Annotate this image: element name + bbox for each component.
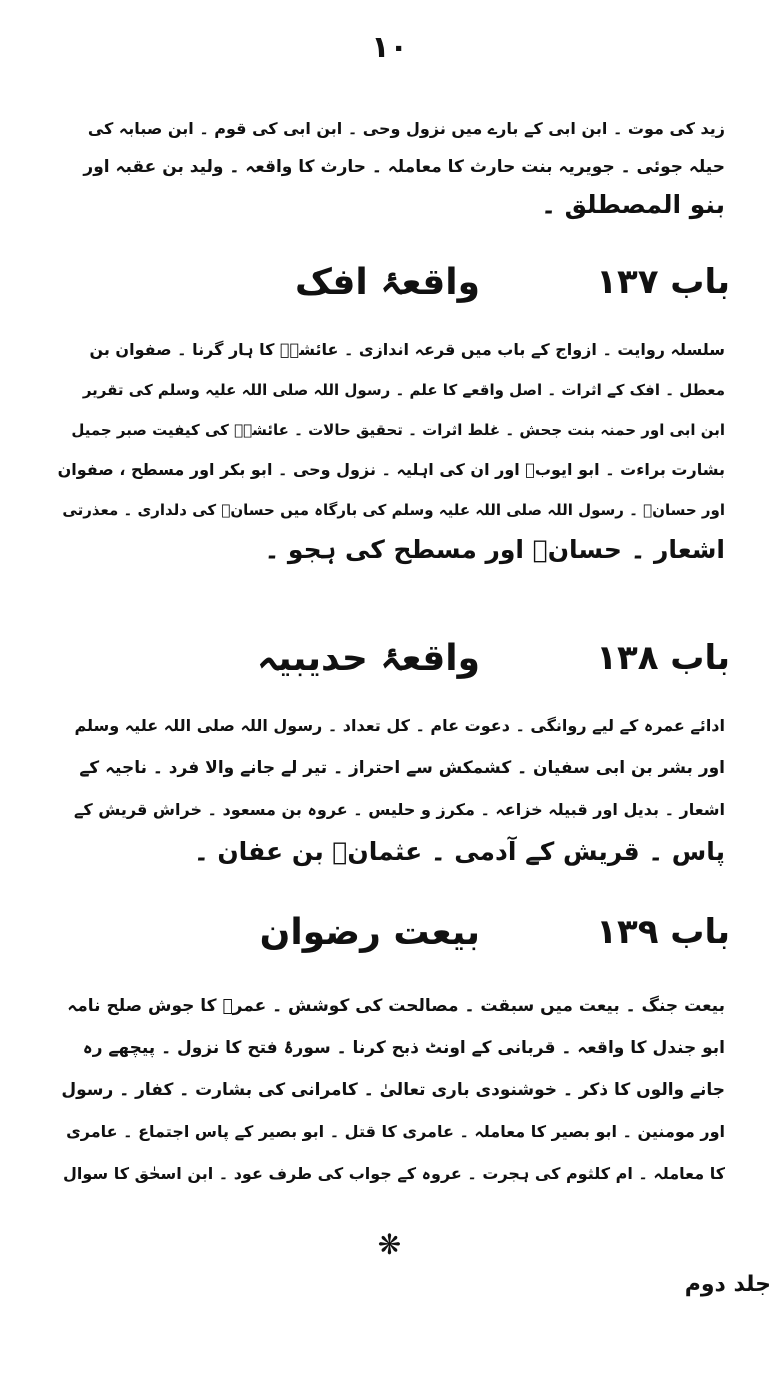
text-line: پاس ۔ قریش کے آدمی ۔ عثمانؓ بن عفان ۔ — [193, 837, 725, 866]
section-separator: ❋ — [377, 1228, 402, 1261]
text-line: ادائے عمرہ کے لیے روانگی ۔ دعوت عام ۔ کل تعداد ۔ رسول اللہ صلی اللہ علیہ وسلم — [74, 716, 725, 735]
text-line: اور حسانؓ ۔ رسول اللہ صلی اللہ علیہ وسلم کی بارگاہ میں حسانؓ کی دلداری ۔ معذرتی — [62, 501, 725, 519]
chapter-title: واقعۂ حدیبیہ — [257, 638, 480, 679]
chapter-title: بیعت رضوان — [259, 912, 480, 953]
text-line: بنو المصطلق ۔ — [541, 190, 725, 219]
text-line: اشعار ۔ حسانؓ اور مسطح کی ہجو ۔ — [264, 535, 725, 564]
text-line: حیلہ جوئی ۔ جویریہ بنت حارث کا معاملہ ۔ حارث کا واقعہ ۔ ولید بن عقبہ اور — [83, 157, 725, 177]
text-line: اشعار ۔ بدیل اور قبیلہ خزاعہ ۔ مکرز و حلیس ۔ عروہ بن مسعود ۔ خراش قریش کے — [74, 800, 725, 819]
text-line: ابن ابی اور حمنہ بنت جحش ۔ غلط اثرات ۔ تحقیق حالات ۔ عائشہؓ کی کیفیت صبر جمیل — [71, 421, 725, 439]
text-line: معطل ۔ افک کے اثرات ۔ اصل واقعے کا علم ۔ رسول اللہ صلی اللہ علیہ وسلم کی تقریر — [82, 381, 725, 399]
text-line: جانے والوں کا ذکر ۔ خوشنودی باری تعالیٰ ۔ کامرانی کی بشارت ۔ کفار ۔ رسول — [61, 1080, 725, 1100]
volume-footer: جلد دوم — [684, 1272, 771, 1297]
chapter-title: واقعۂ افک — [294, 262, 480, 303]
text-line: بشارت براءت ۔ ابو ایوبؓ اور ان کی اہلیہ ۔ نزول وحی ۔ ابو بکر اور مسطح ، صفوان — [57, 460, 725, 479]
text-line: بیعت جنگ ۔ بیعت میں سبقت ۔ مصالحت کی کوشش ۔ عمرؓ کا جوش صلح نامہ — [67, 996, 725, 1016]
intro-paragraph — [75, 110, 725, 224]
chapter-header-138 — [30, 638, 730, 698]
chapter-label: باب ۱۳۹ — [596, 912, 730, 952]
text-line: اور بشر بن ابی سفیان ۔ کشمکش سے احتراز ۔ تیر لے جانے والا فرد ۔ ناجیہ کے — [79, 758, 725, 778]
text-line: کا معاملہ ۔ ام کلثوم کی ہجرت ۔ عروہ کے جواب کی طرف عود ۔ ابن اسحٰق کا سوال — [62, 1164, 725, 1183]
text-line: سلسلہ روایت ۔ ازواج کے باب میں قرعہ اندازی ۔ عائشہؓ کا ہار گرنا ۔ صفوان بن — [89, 340, 725, 359]
text-line: زید کی موت ۔ ابن ابی کے بارے میں نزول وحی ۔ ابن ابی کی قوم ۔ ابن صبابہ کی — [87, 119, 725, 138]
text-line: اور مومنین ۔ ابو بصیر کا معاملہ ۔ عامری کا قتل ۔ ابو بصیر کے پاس اجتماع ۔ عامری — [66, 1122, 725, 1141]
chapter-139-summary — [55, 985, 725, 1195]
chapter-138-summary — [55, 705, 725, 873]
chapter-header-139 — [30, 912, 730, 972]
chapter-137-summary — [55, 330, 725, 570]
chapter-header-137 — [30, 262, 730, 322]
chapter-label: باب ۱۳۷ — [596, 262, 730, 302]
page-number: ١٠ — [371, 30, 408, 65]
text-line: ابو جندل کا واقعہ ۔ قربانی کے اونٹ ذبح کرنا ۔ سورۂ فتح کا نزول ۔ پیچھے رہ — [82, 1038, 725, 1058]
chapter-label: باب ۱۳۸ — [596, 638, 730, 678]
